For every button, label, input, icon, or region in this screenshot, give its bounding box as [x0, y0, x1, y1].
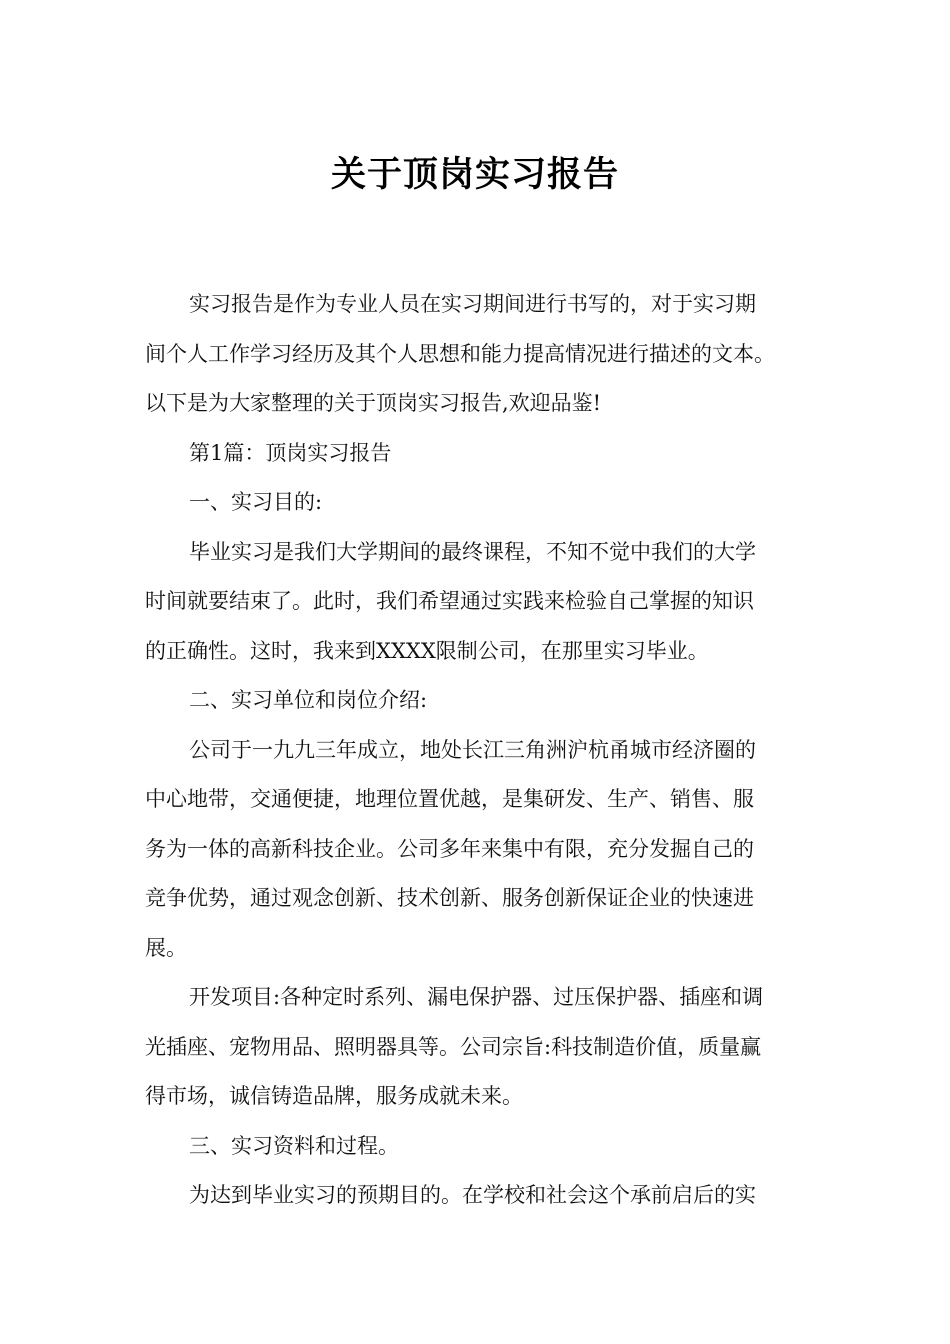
document-title: 关于顶岗实习报告	[330, 155, 619, 196]
section-heading	[145, 1122, 810, 1172]
text-line: 开发项目:各种定时系列、漏电保护器、过压保护器、插座和调	[189, 985, 764, 1009]
text-line: 第1篇：顶岗实习报告	[189, 440, 392, 465]
paragraph	[145, 528, 810, 677]
paragraph	[145, 973, 810, 1122]
text-line: 为达到毕业实习的预期目的。在学校和社会这个承前启后的实	[189, 1183, 756, 1207]
text-line: 实习报告是作为专业人员在实习期间进行书写的，对于实习期	[189, 292, 756, 316]
section-heading	[145, 676, 810, 726]
text-line: 得市场，诚信铸造品牌，服务成就未来。	[145, 1084, 523, 1108]
text-line: 光插座、宠物用品、照明器具等。公司宗旨:科技制造价值，质量赢	[145, 1034, 762, 1059]
text-line: 公司于一九九三年成立，地处长江三角洲沪杭甬城市经济圈的	[189, 737, 756, 762]
section-heading	[145, 478, 810, 528]
text-line: 以下是为大家整理的关于顶岗实习报告,欢迎品鉴!	[145, 391, 602, 415]
text-line: 展。	[145, 935, 187, 960]
paragraph	[145, 280, 810, 429]
text-line: 时间就要结束了。此时，我们希望通过实践来检验自己掌握的知识	[145, 589, 754, 613]
paragraph	[145, 726, 810, 974]
text-line: 务为一体的高新科技企业。公司多年来集中有限，充分发掘自己的	[145, 836, 754, 861]
text-line: 竞争优势，通过观念创新、技术创新、服务创新保证企业的快速进	[145, 886, 754, 910]
document-body	[145, 280, 810, 1221]
text-line: 一、实习目的:	[189, 490, 323, 514]
text-line: 二、实习单位和岗位介绍:	[189, 688, 428, 712]
text-line: 中心地带，交通便捷，地理位置优越，是集研发、生产、销售、服	[145, 787, 754, 811]
section-heading	[145, 429, 810, 479]
text-line: 间个人工作学习经历及其个人思想和能力提高情况进行描述的文本。	[145, 341, 775, 366]
text-line: 的正确性。这时，我来到XXXX限制公司，在那里实习毕业。	[145, 638, 709, 663]
text-line: 三、实习资料和过程。	[189, 1133, 399, 1158]
text-line: 毕业实习是我们大学期间的最终课程，不知不觉中我们的大学	[189, 539, 756, 564]
paragraph	[145, 1171, 810, 1221]
